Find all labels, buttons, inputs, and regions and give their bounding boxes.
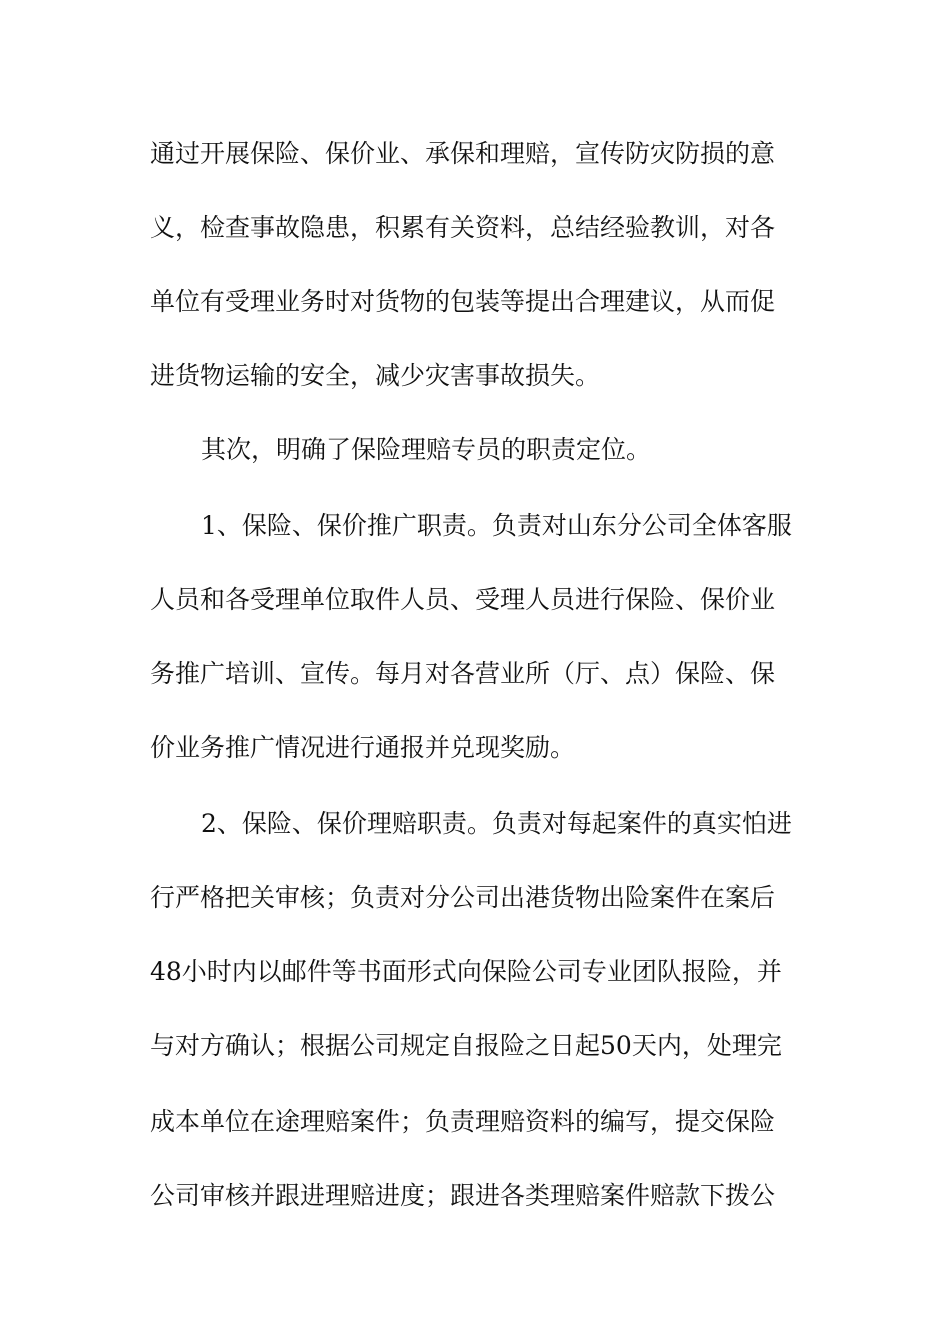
text-line: 2、保险、保价理赔职责。负责对每起案件的真实怕进 — [201, 809, 792, 838]
text-line: 进货物运输的安全，减少灾害事故损失。 — [150, 361, 601, 390]
text-line: 成本单位在途理赔案件；负责理赔资料的编写，提交保险 — [150, 1107, 776, 1136]
text-line: 其次，明确了保险理赔专员的职责定位。 — [201, 435, 652, 464]
text-line: 务推广培训、宣传。每月对各营业所（厅、点）保险、保 — [150, 659, 776, 688]
text-line: 行严格把关审核；负责对分公司出港货物出险案件在案后 — [150, 883, 776, 912]
text-line: 通过开展保险、保价业、承保和理赔，宣传防灾防损的意 — [150, 139, 776, 168]
text-line: 与对方确认；根据公司规定自报险之日起50天内，处理完 — [150, 1031, 782, 1060]
text-line: 人员和各受理单位取件人员、受理人员进行保险、保价业 — [150, 585, 776, 614]
text-line: 义，检查事故隐患，积累有关资料，总结经验教训，对各 — [150, 213, 776, 242]
text-line: 1、保险、保价推广职责。负责对山东分公司全体客服 — [201, 511, 792, 540]
text-line: 价业务推广情况进行通报并兑现奖励。 — [150, 733, 576, 762]
text-line: 48小时内以邮件等书面形式向保险公司专业团队报险，并 — [150, 957, 782, 986]
text-line: 单位有受理业务时对货物的包装等提出合理建议，从而促 — [150, 287, 776, 316]
text-line: 公司审核并跟进理赔进度；跟进各类理赔案件赔款下拨公 — [150, 1181, 776, 1210]
